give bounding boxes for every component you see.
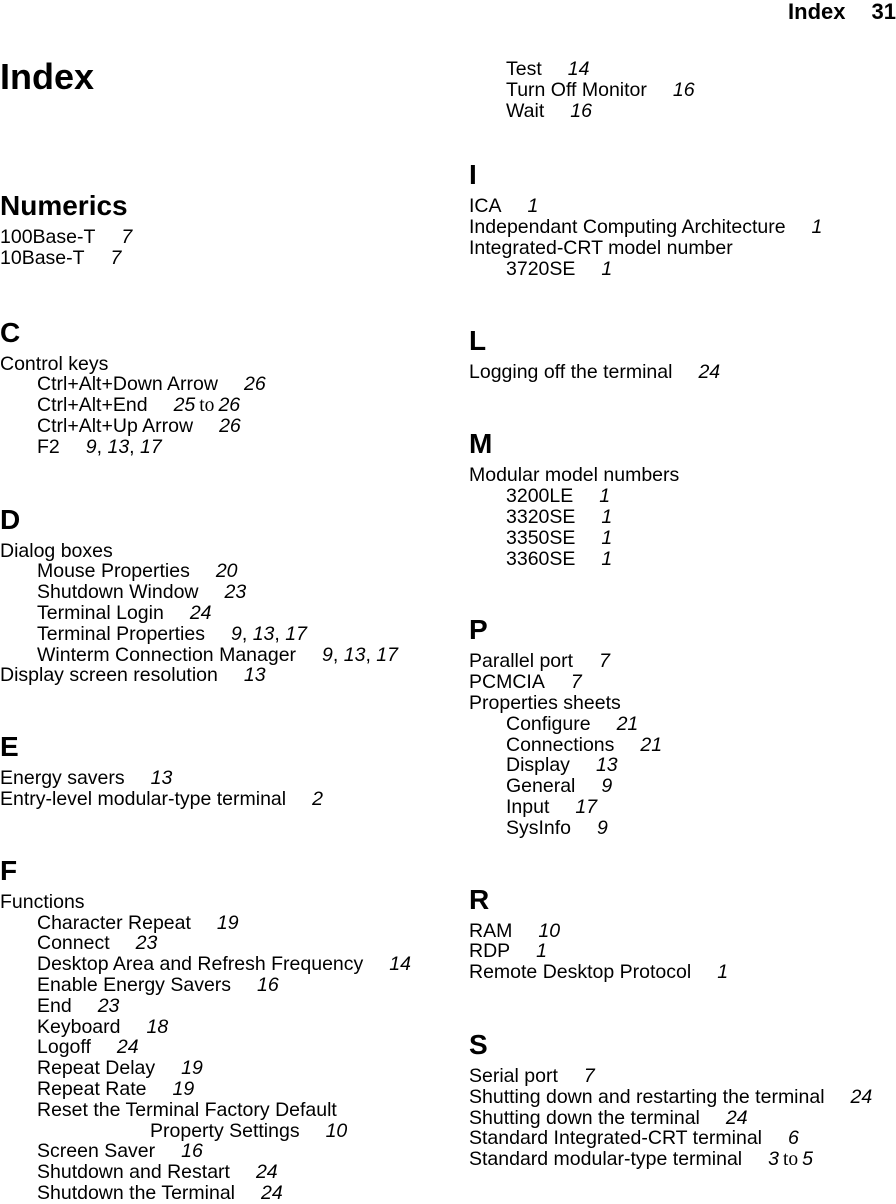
entry-text: Keyboard: [37, 1015, 121, 1038]
page-separator: ,: [241, 622, 253, 645]
index-entry: [469, 1128, 896, 1149]
page-reference: 1: [601, 505, 613, 528]
index-section-f: [0, 856, 440, 1204]
page-reference: 13: [595, 754, 618, 777]
page-reference: 3: [768, 1148, 779, 1171]
entry-text: Entry-level modular-type terminal: [0, 787, 287, 810]
index-subentry: [469, 797, 896, 818]
index-subentry: [0, 1079, 440, 1100]
entry-text: Ctrl+Alt+Up Arrow: [37, 414, 194, 437]
entry-text: Reset the Terminal Factory Default: [37, 1098, 337, 1121]
entry-text: RAM: [469, 919, 513, 942]
page-separator: ,: [129, 435, 141, 458]
entry-text: Character Repeat: [37, 911, 191, 934]
index-subentry: [0, 913, 440, 934]
index-section-l: [469, 326, 896, 383]
page-reference: 9: [597, 816, 608, 839]
entry-text: General: [506, 775, 576, 798]
index-section-continued: [469, 59, 896, 121]
entry-text: Shutdown Window: [37, 581, 199, 604]
index-section-numerics: [0, 191, 440, 269]
page-reference: 13: [243, 664, 266, 687]
section-heading: D: [0, 503, 21, 535]
page-reference: 13: [150, 767, 173, 790]
index-entry: [469, 1149, 896, 1170]
index-entry: [0, 227, 440, 248]
index-subentry: [0, 975, 440, 996]
entry-text: Standard Integrated-CRT terminal: [469, 1127, 763, 1150]
section-heading: C: [0, 316, 21, 348]
entry-text: 3320SE: [506, 505, 576, 528]
page-reference: 1: [527, 195, 539, 218]
page-reference: 1: [717, 961, 729, 984]
page-reference: 17: [376, 643, 398, 666]
entry-text: F2: [37, 435, 60, 458]
page-reference: 26: [219, 414, 241, 437]
page-reference: 23: [135, 932, 158, 955]
index-section-e: [0, 732, 440, 810]
page-reference: 9: [322, 643, 333, 666]
index-entry-continuation: [0, 1121, 440, 1142]
entry-text: Property Settings: [150, 1119, 300, 1142]
page-reference: 7: [121, 226, 133, 248]
index-subentry: [469, 549, 896, 570]
index-section-d: [0, 505, 440, 687]
page-reference: 10: [325, 1119, 348, 1142]
entry-text: Energy savers: [0, 767, 125, 790]
entry-text: Configure: [506, 712, 591, 735]
page-reference: 25: [173, 394, 196, 417]
page-reference: 24: [698, 360, 721, 383]
index-subentry: [0, 1100, 440, 1121]
index-subentry: [0, 645, 440, 666]
index-entry: [469, 651, 896, 672]
index-entry: [0, 768, 440, 789]
entry-text: Enable Energy Savers: [37, 973, 232, 996]
index-entry: [469, 1087, 896, 1108]
page-reference: 16: [672, 78, 695, 101]
page-reference: 24: [261, 1181, 283, 1204]
entry-text: 10Base-T: [0, 246, 85, 269]
page-reference: 1: [599, 485, 611, 508]
index-subentry: [0, 437, 440, 458]
index-entry: [469, 1108, 896, 1129]
page-reference: 19: [216, 911, 239, 934]
index-entry: [469, 921, 896, 942]
page-reference: 1: [601, 547, 613, 570]
page-reference: 16: [181, 1140, 203, 1163]
index-subentry: [0, 374, 440, 395]
index-subentry: [469, 776, 896, 797]
page-separator: ,: [96, 435, 108, 458]
page-reference: 16: [570, 99, 592, 122]
index-subentry: [469, 818, 896, 839]
page-reference: 6: [788, 1127, 799, 1150]
page-separator: ,: [365, 643, 377, 666]
index-entry: [0, 541, 440, 562]
entry-text: Winterm Connection Manager: [37, 643, 297, 666]
entry-text: Remote Desktop Protocol: [469, 961, 692, 984]
entry-text: Ctrl+Alt+Down Arrow: [37, 373, 218, 396]
index-subentry: [469, 528, 896, 549]
index-entry: [469, 217, 896, 238]
index-subentry: [0, 954, 440, 975]
section-heading: P: [469, 614, 488, 646]
page-reference: 16: [257, 973, 279, 996]
page-reference: 9: [601, 775, 613, 798]
index-entry: [469, 1066, 896, 1087]
entry-text: Shutting down and restarting the terminal: [469, 1085, 825, 1108]
entry-text: Terminal Properties: [37, 622, 205, 645]
page-reference: 13: [343, 643, 366, 666]
entry-text: Terminal Login: [37, 601, 164, 624]
page-reference: 14: [567, 58, 590, 80]
page-reference: 9: [230, 622, 242, 645]
entry-text: Standard modular-type terminal: [469, 1148, 743, 1171]
entry-text: Logoff: [37, 1036, 91, 1059]
page-reference: 20: [215, 560, 238, 583]
page-range-to: to: [199, 395, 215, 417]
entry-text: Functions: [0, 890, 85, 913]
page-reference: 1: [811, 216, 823, 239]
entry-text: Input: [506, 795, 550, 818]
section-heading: S: [469, 1028, 488, 1060]
entry-text: Connect: [37, 932, 110, 955]
index-subentry: [469, 259, 896, 280]
index-subentry: [0, 1141, 440, 1162]
page-separator: ,: [274, 622, 286, 645]
section-heading: L: [469, 324, 487, 356]
index-section-p: [469, 615, 896, 838]
index-subentry: [0, 1037, 440, 1058]
entry-text: Serial port: [469, 1064, 558, 1087]
entry-text: End: [37, 994, 72, 1017]
section-heading: I: [469, 159, 477, 191]
page-reference: 21: [640, 733, 663, 756]
entry-text: PCMCIA: [469, 671, 545, 694]
index-subentry: [0, 1183, 440, 1204]
index-entry: [469, 465, 896, 486]
page-reference: 26: [243, 373, 266, 396]
index-subentry: [0, 996, 440, 1017]
index-subentry: [0, 603, 440, 624]
page-reference: 19: [181, 1057, 203, 1080]
index-subentry: [0, 624, 440, 645]
page-reference: 9: [85, 435, 97, 458]
entry-text: Mouse Properties: [37, 560, 190, 583]
page-reference: 5: [802, 1148, 814, 1171]
entry-text: Connections: [506, 733, 615, 756]
index-section-s: [469, 1030, 896, 1170]
entry-text: Desktop Area and Refresh Frequency: [37, 953, 364, 976]
page-reference: 7: [570, 671, 582, 694]
entry-text: Integrated-CRT model number: [469, 236, 733, 259]
index-entry: [469, 362, 896, 383]
page-reference: 17: [140, 435, 162, 458]
page-separator: ,: [332, 643, 344, 666]
page-reference: 24: [850, 1085, 873, 1108]
page-reference: 1: [601, 257, 613, 280]
entry-text: Shutting down the terminal: [469, 1106, 700, 1129]
index-entry: [469, 238, 896, 259]
section-heading: R: [469, 883, 490, 915]
entry-text: Turn Off Monitor: [506, 78, 647, 101]
page-reference: 2: [312, 787, 323, 810]
page-reference: 14: [389, 953, 411, 976]
page-reference: 19: [172, 1077, 195, 1100]
index-subentry: [0, 1017, 440, 1038]
page-reference: 26: [218, 394, 241, 417]
index-column-left: [0, 191, 440, 1204]
entry-text: Shutdown and Restart: [37, 1161, 230, 1184]
index-entry: [0, 789, 440, 810]
page-reference: 13: [107, 435, 130, 458]
entry-text: Ctrl+Alt+End: [37, 394, 148, 417]
header-page-number: 31: [871, 0, 896, 24]
section-heading: Numerics: [0, 190, 128, 221]
index-subentry: [469, 714, 896, 735]
index-subentry: [469, 59, 896, 80]
index-entry: [0, 354, 440, 375]
index-section-m: [469, 429, 896, 569]
section-heading: F: [0, 854, 18, 886]
entry-text: Dialog boxes: [0, 539, 113, 562]
index-subentry: [0, 395, 440, 416]
entry-text: 3720SE: [506, 257, 576, 280]
index-entry: [469, 962, 896, 983]
entry-text: SysInfo: [506, 816, 572, 839]
index-entry: [469, 941, 896, 962]
index-subentry: [469, 755, 896, 776]
index-subentry: [0, 582, 440, 603]
entry-text: ICA: [469, 195, 502, 218]
page-reference: 7: [583, 1064, 595, 1087]
index-subentry: [469, 80, 896, 101]
index-subentry: [0, 933, 440, 954]
entry-text: Logging off the terminal: [469, 360, 673, 383]
page-reference: 24: [255, 1161, 278, 1184]
page-range-to: to: [783, 1149, 799, 1171]
page-reference: 10: [538, 919, 561, 942]
section-heading: M: [469, 428, 493, 460]
page-reference: 21: [616, 712, 639, 735]
entry-text: Test: [506, 58, 542, 80]
index-subentry: [469, 486, 896, 507]
page-reference: 24: [725, 1106, 748, 1129]
entry-text: Independant Computing Architecture: [469, 216, 786, 239]
entry-text: Properties sheets: [469, 691, 621, 714]
page-reference: 13: [252, 622, 275, 645]
index-entry: [469, 693, 896, 714]
index-subentry: [469, 101, 896, 122]
page-reference: 1: [601, 526, 613, 549]
entry-text: RDP: [469, 940, 511, 963]
index-entry: [0, 665, 440, 686]
index-section-c: [0, 318, 440, 458]
running-header: [788, 0, 896, 24]
page-reference: 24: [116, 1036, 139, 1059]
page-reference: 17: [575, 795, 598, 818]
index-entry: [469, 196, 896, 217]
index-subentry: [0, 1058, 440, 1079]
page-reference: 23: [224, 581, 247, 604]
entry-text: Screen Saver: [37, 1140, 156, 1163]
entry-text: 100Base-T: [0, 226, 96, 248]
index-section-i: [469, 160, 896, 279]
entry-text: 3350SE: [506, 526, 576, 549]
index-entry: [0, 892, 440, 913]
entry-text: Modular model numbers: [469, 464, 680, 487]
page-reference: 17: [285, 622, 307, 645]
page-reference: 1: [536, 940, 548, 963]
index-entry: [469, 672, 896, 693]
page-reference: 24: [189, 601, 212, 624]
index-subentry: [0, 1162, 440, 1183]
index-column-right: [469, 59, 896, 1170]
entry-text: 3360SE: [506, 547, 576, 570]
entry-text: Repeat Delay: [37, 1057, 156, 1080]
entry-text: Wait: [506, 99, 545, 122]
page-reference: 7: [599, 650, 610, 673]
section-heading: E: [0, 731, 19, 763]
entry-text: Parallel port: [469, 650, 574, 673]
page-reference: 23: [97, 994, 120, 1017]
index-section-r: [469, 885, 896, 983]
header-label: Index: [788, 0, 846, 24]
page-reference: 7: [110, 246, 122, 269]
page-reference: 18: [146, 1015, 169, 1038]
page-title: Index: [0, 56, 95, 97]
entry-text: Display screen resolution: [0, 664, 218, 687]
entry-text: 3200LE: [506, 485, 574, 508]
entry-text: Shutdown the Terminal: [37, 1181, 236, 1204]
entry-text: Display: [506, 754, 570, 777]
index-subentry: [0, 561, 440, 582]
entry-text: Control keys: [0, 352, 109, 375]
entry-text: Repeat Rate: [37, 1077, 147, 1100]
index-entry: [0, 248, 440, 269]
index-subentry: [0, 416, 440, 437]
index-subentry: [469, 735, 896, 756]
index-subentry: [469, 507, 896, 528]
